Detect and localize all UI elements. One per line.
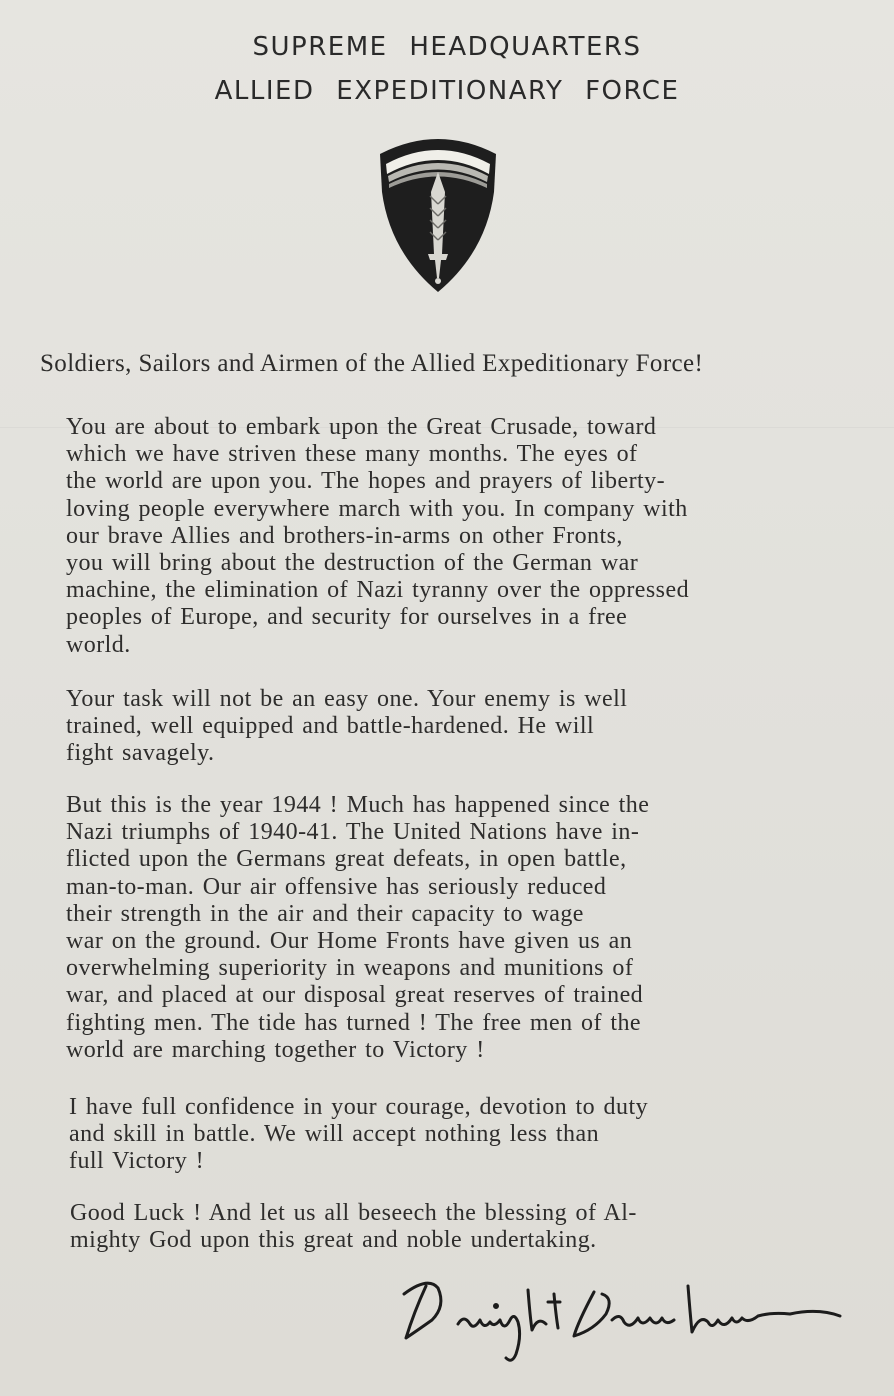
signature-icon — [398, 1272, 858, 1372]
header-line-2: ALLIED EXPEDITIONARY FORCE — [214, 76, 680, 106]
paragraph-1: You are about to embark upon the Great Crusade, toward which we have striven these many months. The eyes of the world are upon you. The hopes and prayers of liberty- loving people everywhere march with you. In company with our brave Allies and brothers-in-arms on other Fronts, you will bring about the destruction of the German war machine, the elimination of Nazi tyranny over the oppressed peoples of Europe, and security for ourselves in a free world. — [66, 414, 690, 658]
paragraph-5: Good Luck ! And let us all beseech the blessing of Al- mighty God upon this great and noble undertaking. — [70, 1200, 637, 1254]
paragraph-3: But this is the year 1944 ! Much has happened since the Nazi triumphs of 1940-41. The United Nations have in- flicted upon the Germans great defeats, in open battle, man-to-man. Our air offensive has seriously reduced their strength in the air and their capacity to wage war on the ground. Our Home Fronts have given us an overwhelming superiority in weapons and munitions of war, and placed at our disposal great reserves of trained fighting men. The tide has turned ! The free men of the world are marching together to Victory ! — [66, 792, 650, 1063]
header-line-1: SUPREME HEADQUARTERS — [252, 32, 642, 62]
paragraph-4: I have full confidence in your courage, devotion to duty and skill in battle. We will accept nothing less than full Victory ! — [69, 1094, 649, 1175]
shaef-shoulder-sleeve-insignia-icon — [376, 132, 500, 294]
salutation: Soldiers, Sailors and Airmen of the Allied Expeditionary Force! — [40, 350, 704, 377]
paragraph-2: Your task will not be an easy one. Your enemy is well trained, well equipped and battle-hardened. He will fight savagely. — [66, 686, 628, 767]
